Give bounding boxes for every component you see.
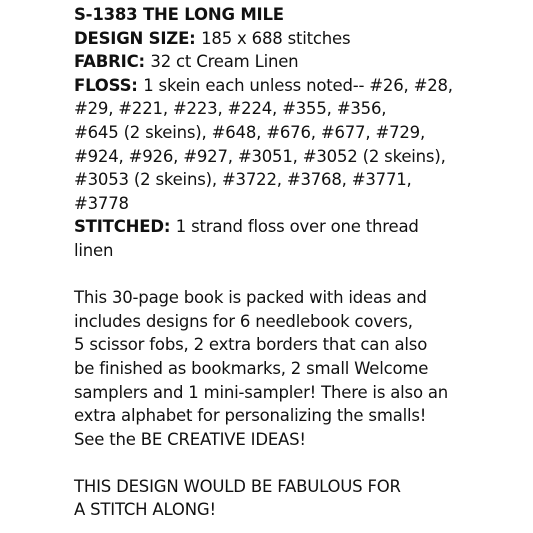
- description-line: 5 scissor fobs, 2 extra borders that can also: [74, 335, 428, 355]
- description-line: See the BE CREATIVE IDEAS!: [74, 429, 306, 449]
- description-line: extra alphabet for personalizing the smalls!: [74, 406, 427, 426]
- fabric-label: FABRIC:: [74, 52, 151, 72]
- floss-label: FLOSS:: [74, 75, 144, 95]
- spacer: [74, 451, 524, 475]
- stitched-line: linen: [74, 240, 114, 260]
- floss-line: #29, #221, #223, #224, #355, #356,: [74, 99, 387, 119]
- floss-line: #645 (2 skeins), #648, #676, #677, #729,: [74, 122, 426, 142]
- floss-line: 1 skein each unless noted-- #26, #28,: [143, 75, 453, 95]
- fabric-value: 32 ct Cream Linen: [150, 52, 299, 72]
- floss-line: #3053 (2 skeins), #3722, #3768, #3771,: [74, 170, 412, 190]
- floss-line: #924, #926, #927, #3051, #3052 (2 skeins),: [74, 146, 446, 166]
- floss-line: #3778: [74, 193, 129, 213]
- stitched-row: [74, 215, 524, 239]
- description-line: be finished as bookmarks, 2 small Welcome: [74, 358, 429, 378]
- design-size-label: DESIGN SIZE:: [74, 28, 202, 48]
- description-line: samplers and 1 mini-sampler! There is also an: [74, 382, 449, 402]
- design-size-row: [74, 27, 524, 51]
- stitched-label: STITCHED:: [74, 217, 176, 237]
- spacer: [74, 263, 524, 287]
- stitched-line: 1 strand floss over one thread: [175, 217, 419, 237]
- closing-line: THIS DESIGN WOULD BE FABULOUS FOR: [74, 476, 401, 496]
- description-line: This 30-page book is packed with ideas and: [74, 288, 427, 308]
- product-title: S-1383 THE LONG MILE: [74, 5, 284, 24]
- product-description: [74, 3, 524, 522]
- design-size-value: 185 x 688 stitches: [201, 28, 351, 48]
- description-line: includes designs for 6 needlebook covers,: [74, 311, 413, 331]
- closing-line: A STITCH ALONG!: [74, 500, 216, 520]
- fabric-row: [74, 50, 524, 74]
- floss-row: [74, 74, 524, 98]
